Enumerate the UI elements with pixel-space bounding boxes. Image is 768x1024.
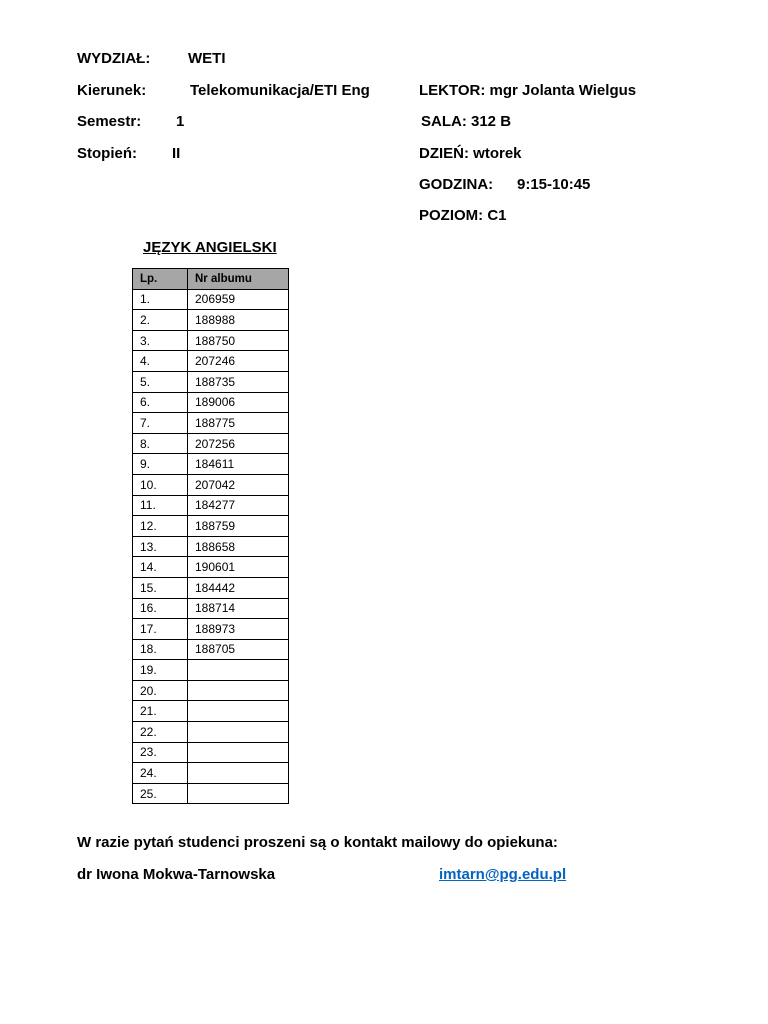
table-row xyxy=(133,454,289,475)
row-number: 6. xyxy=(133,392,188,413)
album-number: 184442 xyxy=(188,577,289,598)
album-number: 188705 xyxy=(188,639,289,660)
wydzial-label: WYDZIAŁ: xyxy=(77,50,151,67)
album-number xyxy=(188,783,289,804)
row-number: 20. xyxy=(133,680,188,701)
sala-text: SALA: 312 B xyxy=(421,113,512,130)
album-number xyxy=(188,763,289,784)
table-row xyxy=(133,516,289,537)
semestr-label: Semestr: xyxy=(77,113,142,130)
header-lp: Lp. xyxy=(133,269,188,290)
table-row xyxy=(133,783,289,804)
album-number: 207042 xyxy=(188,474,289,495)
row-number: 1. xyxy=(133,289,188,310)
row-number: 22. xyxy=(133,722,188,743)
album-number: 188714 xyxy=(188,598,289,619)
album-number: 184611 xyxy=(188,454,289,475)
table-row xyxy=(133,577,289,598)
album-number xyxy=(188,680,289,701)
album-number: 206959 xyxy=(188,289,289,310)
album-number: 207246 xyxy=(188,351,289,372)
table-row xyxy=(133,474,289,495)
table-row xyxy=(133,330,289,351)
poziom-text: POZIOM: C1 xyxy=(419,207,507,224)
dzien-text: DZIEŃ: wtorek xyxy=(419,145,522,162)
table-row xyxy=(133,680,289,701)
table-row xyxy=(133,598,289,619)
contact-email-link[interactable]: imtarn@pg.edu.pl xyxy=(439,866,567,883)
album-number: 188973 xyxy=(188,619,289,640)
stopien-value: II xyxy=(172,145,181,162)
album-number xyxy=(188,660,289,681)
row-number: 11. xyxy=(133,495,188,516)
album-number: 188658 xyxy=(188,536,289,557)
album-number xyxy=(188,742,289,763)
album-number: 189006 xyxy=(188,392,289,413)
wydzial-value: WETI xyxy=(188,50,226,67)
album-number: 188735 xyxy=(188,371,289,392)
row-number: 25. xyxy=(133,783,188,804)
album-number: 184277 xyxy=(188,495,289,516)
row-number: 5. xyxy=(133,371,188,392)
stopien-label: Stopień: xyxy=(77,145,137,162)
table-row xyxy=(133,557,289,578)
row-number: 15. xyxy=(133,577,188,598)
table-row xyxy=(133,351,289,372)
row-number: 19. xyxy=(133,660,188,681)
table-row xyxy=(133,371,289,392)
contact-name: dr Iwona Mokwa-Tarnowska xyxy=(77,866,276,883)
row-number: 8. xyxy=(133,433,188,454)
album-number: 188759 xyxy=(188,516,289,537)
contact-note: W razie pytań studenci proszeni są o kontakt mailowy do opiekuna: xyxy=(77,834,558,851)
kierunek-label: Kierunek: xyxy=(77,82,147,99)
table-row xyxy=(133,392,289,413)
row-number: 24. xyxy=(133,763,188,784)
album-number: 188750 xyxy=(188,330,289,351)
row-number: 2. xyxy=(133,310,188,331)
table-row xyxy=(133,495,289,516)
row-number: 10. xyxy=(133,474,188,495)
album-number: 207256 xyxy=(188,433,289,454)
header-nr-albumu: Nr albumu xyxy=(188,269,289,290)
table-row xyxy=(133,639,289,660)
table-row xyxy=(133,763,289,784)
table-row xyxy=(133,289,289,310)
album-number: 190601 xyxy=(188,557,289,578)
row-number: 16. xyxy=(133,598,188,619)
godzina-value: 9:15-10:45 xyxy=(517,176,591,193)
album-number: 188775 xyxy=(188,413,289,434)
table-row xyxy=(133,660,289,681)
section-title: JĘZYK ANGIELSKI xyxy=(143,239,277,256)
row-number: 18. xyxy=(133,639,188,660)
godzina-label: GODZINA: xyxy=(419,176,494,193)
table-row xyxy=(133,742,289,763)
album-number xyxy=(188,701,289,722)
row-number: 14. xyxy=(133,557,188,578)
table-row xyxy=(133,722,289,743)
table-row xyxy=(133,413,289,434)
album-number xyxy=(188,722,289,743)
row-number: 21. xyxy=(133,701,188,722)
kierunek-value: Telekomunikacja/ETI Eng xyxy=(190,82,370,99)
table-row xyxy=(133,310,289,331)
table-row xyxy=(133,433,289,454)
row-number: 23. xyxy=(133,742,188,763)
table-row xyxy=(133,619,289,640)
table-row xyxy=(133,536,289,557)
row-number: 13. xyxy=(133,536,188,557)
row-number: 7. xyxy=(133,413,188,434)
table-body xyxy=(133,289,289,804)
row-number: 17. xyxy=(133,619,188,640)
lektor-text: LEKTOR: mgr Jolanta Wielgus xyxy=(419,82,637,99)
student-table xyxy=(132,268,289,804)
table-row xyxy=(133,701,289,722)
row-number: 4. xyxy=(133,351,188,372)
semestr-value: 1 xyxy=(176,113,185,130)
table-header-row xyxy=(133,269,289,290)
row-number: 12. xyxy=(133,516,188,537)
row-number: 3. xyxy=(133,330,188,351)
row-number: 9. xyxy=(133,454,188,475)
album-number: 188988 xyxy=(188,310,289,331)
